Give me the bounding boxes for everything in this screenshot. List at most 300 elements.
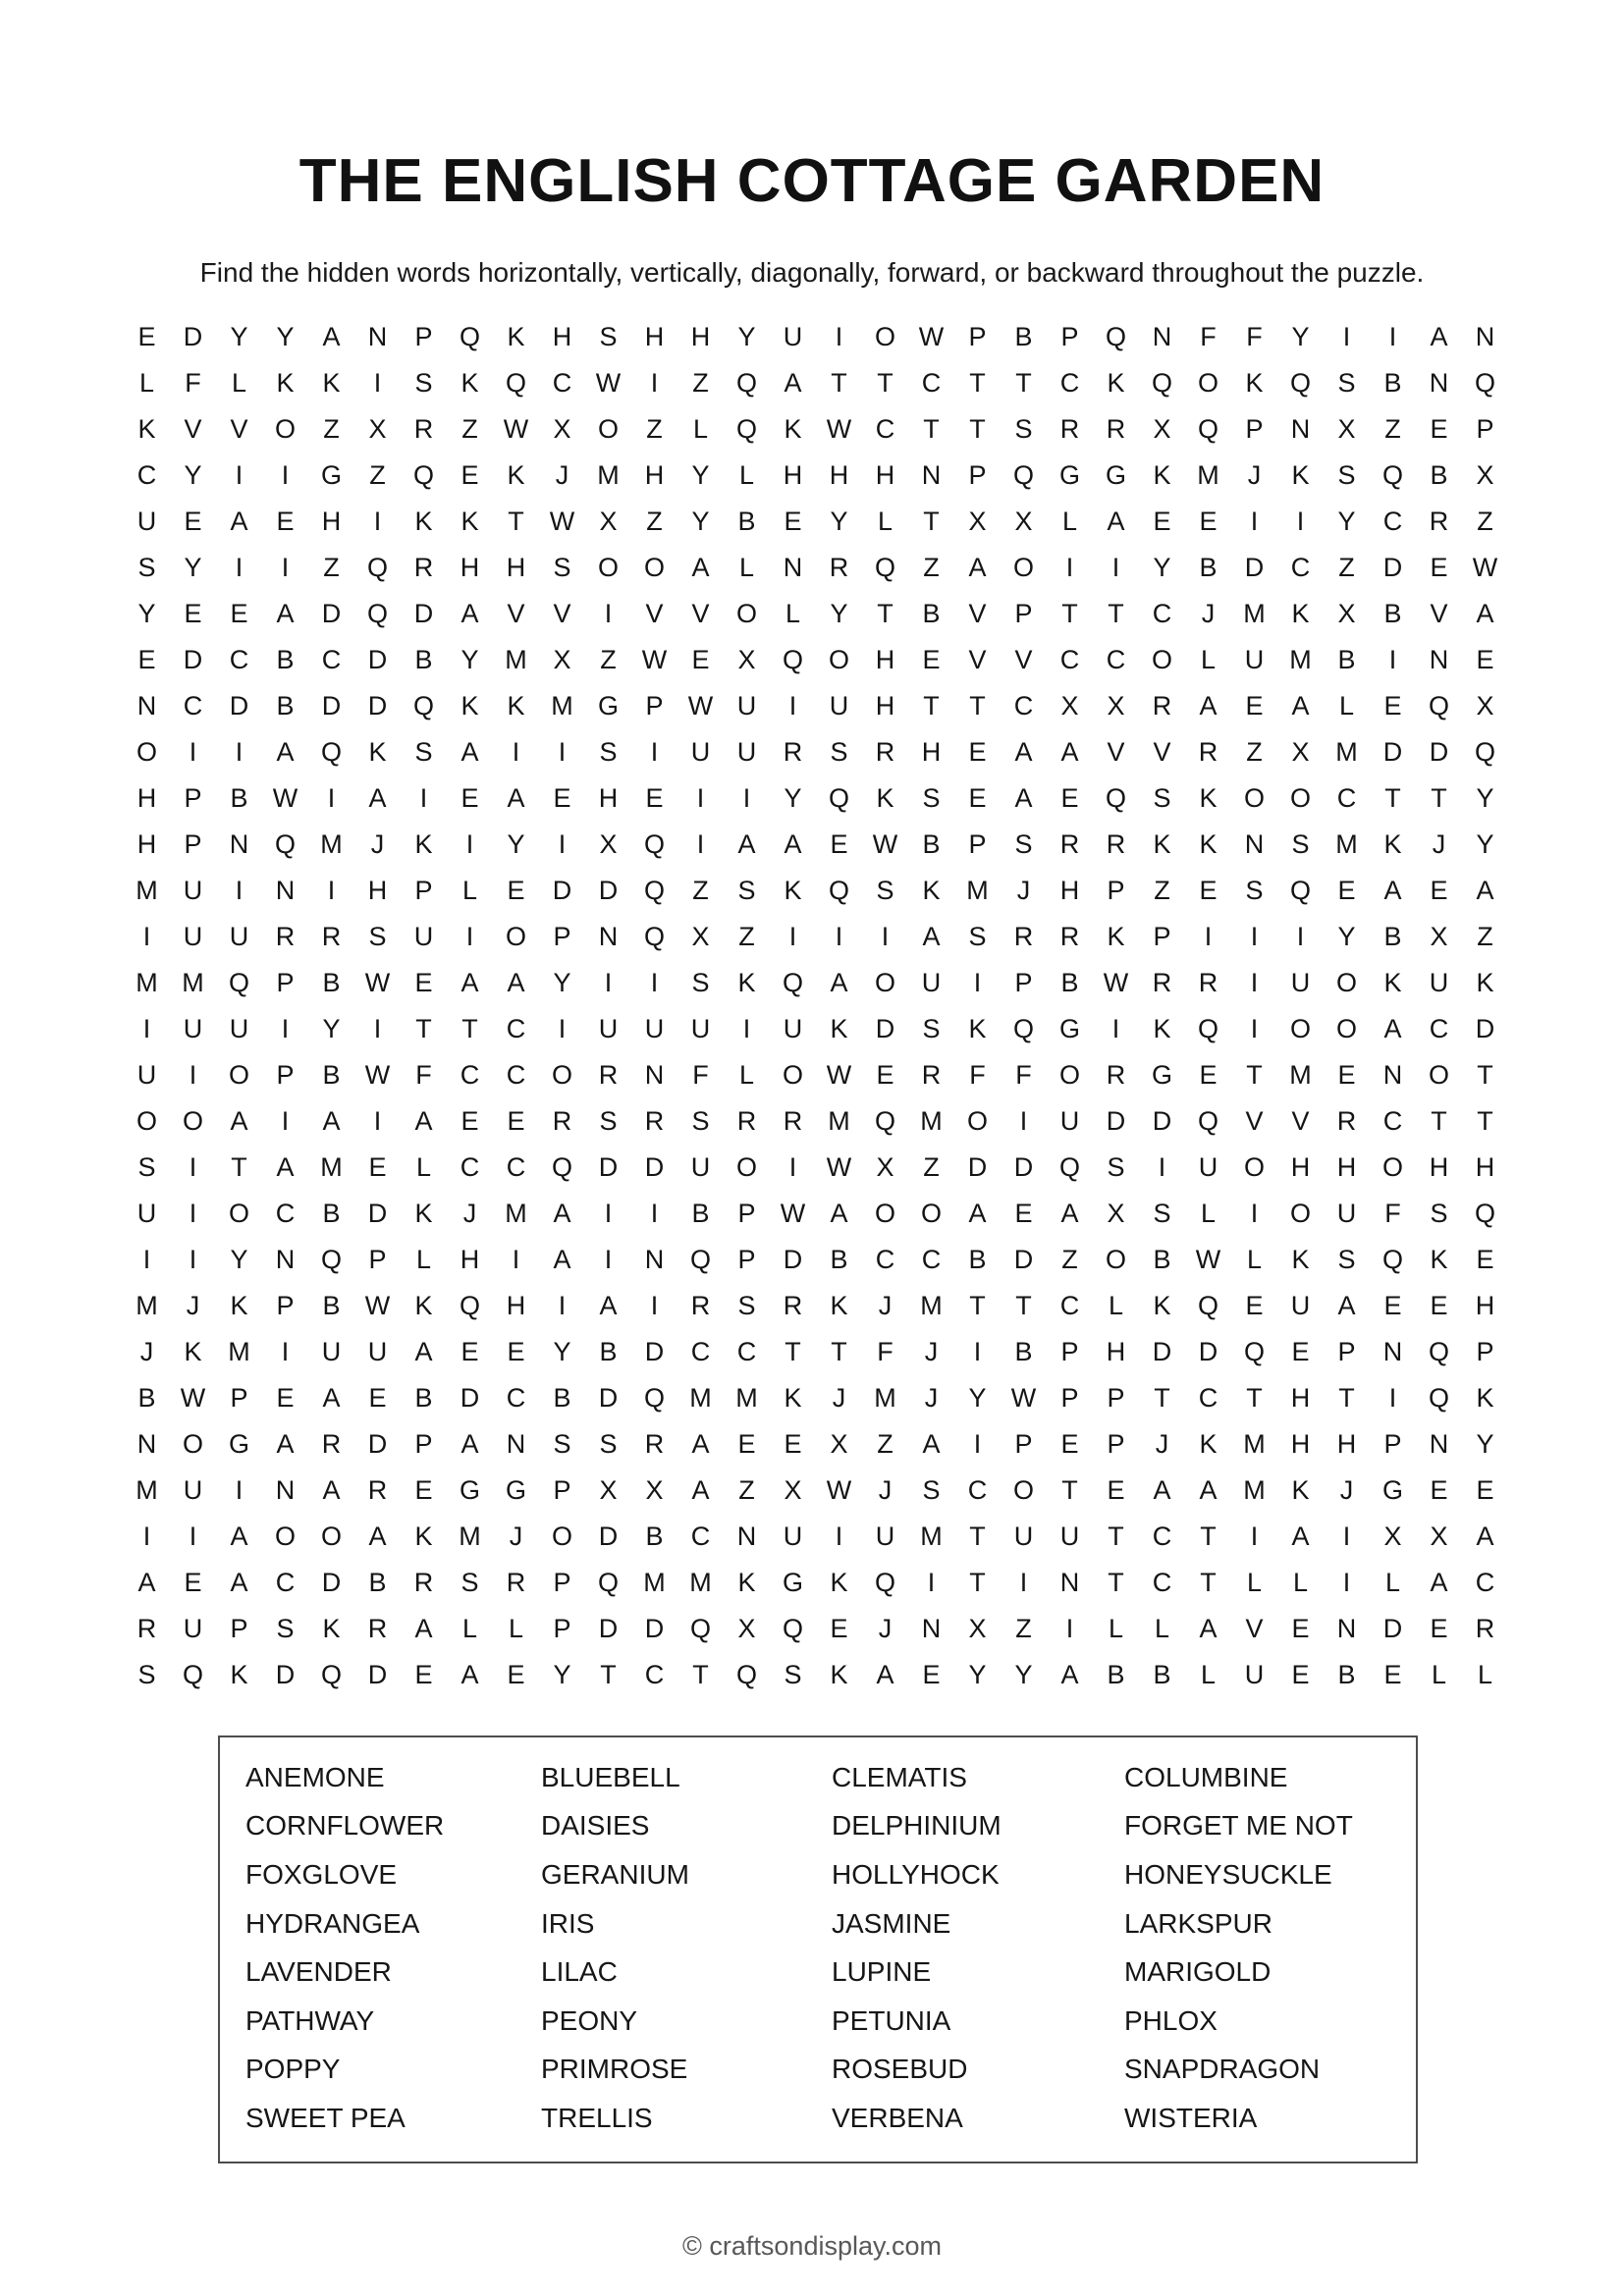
grid-letter: K xyxy=(184,1337,202,1366)
grid-letter: S xyxy=(599,322,618,351)
grid-letter: L xyxy=(785,599,801,628)
grid-letter: N xyxy=(275,1245,296,1274)
grid-letter: I xyxy=(189,1060,197,1090)
grid-letter: Q xyxy=(412,460,434,490)
grid-letter: P xyxy=(1153,922,1171,951)
grid-letter: O xyxy=(920,1199,942,1228)
grid-letter: I xyxy=(235,460,244,490)
word-item: CLEMATIS xyxy=(832,1761,967,1792)
grid-letter: M xyxy=(597,460,620,490)
grid-letter: C xyxy=(1290,553,1311,582)
grid-letter: M xyxy=(920,1522,943,1551)
grid-letter: Y xyxy=(553,968,571,997)
grid-letter: L xyxy=(461,876,478,905)
grid-letter: K xyxy=(784,876,802,905)
grid-letter: Y xyxy=(1476,1429,1494,1459)
grid-letter: O xyxy=(735,599,757,628)
grid-letter: I xyxy=(373,1014,382,1043)
grid-letter: R xyxy=(1152,691,1172,721)
grid-letter: K xyxy=(830,1660,848,1689)
grid-letter: S xyxy=(599,1106,618,1136)
grid-letter: O xyxy=(1012,553,1034,582)
grid-letter: B xyxy=(1430,460,1448,490)
grid-letter: I xyxy=(281,553,290,582)
grid-letter: T xyxy=(1200,1568,1217,1597)
grid-letter: I xyxy=(973,1337,982,1366)
grid-letter: Y xyxy=(1291,322,1310,351)
grid-letter: A xyxy=(322,1106,341,1136)
grid-letter: K xyxy=(1199,783,1218,813)
grid-letter: N xyxy=(1429,645,1449,674)
grid-letter: Q xyxy=(274,829,296,859)
grid-letter: R xyxy=(1013,922,1034,951)
grid-letter: P xyxy=(1014,599,1033,628)
grid-letter: B xyxy=(1337,1660,1356,1689)
grid-letter: S xyxy=(460,1568,479,1597)
grid-letter: Q xyxy=(828,783,849,813)
grid-letter: K xyxy=(460,691,479,721)
grid-letter: E xyxy=(507,1337,525,1366)
grid-letter: O xyxy=(1151,645,1172,674)
grid-letter: Y xyxy=(691,507,710,536)
grid-letter: Q xyxy=(828,876,849,905)
grid-letter: C xyxy=(506,1060,526,1090)
grid-letter: O xyxy=(1197,368,1218,398)
grid-letter: A xyxy=(460,599,479,628)
grid-letter: Q xyxy=(689,1245,711,1274)
grid-letter: A xyxy=(1383,1014,1402,1043)
grid-letter: I xyxy=(1250,922,1259,951)
grid-letter: E xyxy=(922,1660,941,1689)
grid-letter: B xyxy=(1153,1245,1171,1274)
grid-letter: P xyxy=(1060,1337,1079,1366)
grid-letter: Y xyxy=(1014,1660,1033,1689)
grid-letter: S xyxy=(1153,1199,1171,1228)
grid-letter: I xyxy=(1250,507,1259,536)
grid-letter: V xyxy=(1107,737,1125,767)
grid-letter: P xyxy=(553,922,571,951)
grid-letter: N xyxy=(598,922,619,951)
grid-letter: U xyxy=(783,322,803,351)
grid-letter: Y xyxy=(968,1660,987,1689)
grid-letter: B xyxy=(830,1245,848,1274)
grid-letter: V xyxy=(184,414,202,444)
grid-letter: N xyxy=(1336,1614,1357,1643)
grid-letter: D xyxy=(644,1152,665,1182)
grid-letter: X xyxy=(968,1614,987,1643)
grid-letter: I xyxy=(835,922,843,951)
grid-letter: K xyxy=(1107,368,1125,398)
grid-letter: R xyxy=(921,1060,942,1090)
grid-letter: Y xyxy=(230,322,248,351)
grid-letter: Z xyxy=(1154,876,1170,905)
grid-letter: B xyxy=(691,1199,710,1228)
grid-letter: P xyxy=(184,829,202,859)
grid-letter: I xyxy=(835,1522,843,1551)
grid-letter: D xyxy=(1152,1337,1172,1366)
grid-letter: I xyxy=(927,1568,936,1597)
grid-letter: W xyxy=(1010,1383,1037,1413)
grid-letter: N xyxy=(921,1614,942,1643)
grid-letter: H xyxy=(921,737,942,767)
grid-letter: R xyxy=(875,737,895,767)
grid-letter: S xyxy=(922,1014,941,1043)
grid-letter: S xyxy=(137,1660,156,1689)
grid-letter: T xyxy=(969,1568,986,1597)
grid-letter: L xyxy=(1477,1660,1493,1689)
grid-letter: R xyxy=(783,1291,803,1320)
grid-letter: R xyxy=(644,1106,665,1136)
grid-letter: Y xyxy=(553,1337,571,1366)
grid-letter: F xyxy=(1200,322,1217,351)
grid-letter: A xyxy=(968,553,987,582)
grid-letter: R xyxy=(1152,968,1172,997)
grid-letter: I xyxy=(142,1014,151,1043)
grid-letter: P xyxy=(1014,968,1033,997)
grid-letter: M xyxy=(505,1199,527,1228)
grid-letter: W xyxy=(826,1060,852,1090)
grid-letter: P xyxy=(968,460,987,490)
grid-letter: A xyxy=(968,1199,987,1228)
grid-letter: U xyxy=(1059,1106,1080,1136)
grid-letter: P xyxy=(414,876,433,905)
grid-letter: D xyxy=(1198,1337,1218,1366)
copyright-footer: © craftsondisplay.com xyxy=(682,2231,942,2261)
grid-letter: Y xyxy=(1476,783,1494,813)
grid-letter: T xyxy=(969,1291,986,1320)
grid-letter: H xyxy=(829,460,849,490)
grid-letter: Y xyxy=(968,1383,987,1413)
word-item: LAVENDER xyxy=(245,1956,392,1988)
word-item: GERANIUM xyxy=(541,1858,689,1890)
grid-letter: P xyxy=(230,1383,248,1413)
grid-letter: I xyxy=(281,1014,290,1043)
grid-letter: K xyxy=(1199,829,1218,859)
grid-letter: M xyxy=(182,968,204,997)
grid-letter: D xyxy=(598,1383,619,1413)
grid-letter: L xyxy=(1246,1245,1263,1274)
grid-letter: C xyxy=(1106,645,1126,674)
grid-letter: Y xyxy=(830,599,848,628)
grid-letter: U xyxy=(229,922,249,951)
grid-letter: A xyxy=(1060,1199,1079,1228)
grid-letter: Q xyxy=(1428,1337,1449,1366)
grid-letter: I xyxy=(1065,553,1074,582)
grid-letter: K xyxy=(414,507,433,536)
grid-letter: D xyxy=(1382,553,1403,582)
grid-letter: D xyxy=(1382,1614,1403,1643)
grid-letter: A xyxy=(322,1475,341,1505)
grid-letter: D xyxy=(1382,737,1403,767)
grid-letter: A xyxy=(1060,1660,1079,1689)
grid-letter: H xyxy=(506,1291,526,1320)
grid-letter: K xyxy=(1476,1383,1494,1413)
grid-letter: T xyxy=(1108,599,1124,628)
grid-letter: W xyxy=(641,645,668,674)
grid-letter: I xyxy=(742,783,751,813)
grid-letter: U xyxy=(921,968,942,997)
grid-letter: R xyxy=(367,1475,388,1505)
grid-letter: E xyxy=(1430,1614,1448,1643)
grid-letter: H xyxy=(1429,1152,1449,1182)
grid-letter: N xyxy=(644,1245,665,1274)
grid-letter: I xyxy=(1019,1568,1028,1597)
grid-letter: E xyxy=(460,783,479,813)
grid-letter: A xyxy=(322,322,341,351)
grid-letter: M xyxy=(1243,599,1266,628)
grid-letter: E xyxy=(968,737,987,767)
grid-letter: S xyxy=(1337,368,1356,398)
grid-letter: E xyxy=(1245,1291,1264,1320)
grid-letter: A xyxy=(1199,1614,1218,1643)
grid-letter: H xyxy=(875,645,895,674)
grid-letter: X xyxy=(599,1475,618,1505)
grid-letter: B xyxy=(553,1383,571,1413)
grid-letter: U xyxy=(367,1337,388,1366)
grid-letter: T xyxy=(969,414,986,444)
grid-letter: T xyxy=(969,691,986,721)
grid-letter: D xyxy=(367,1429,388,1459)
grid-letter: Q xyxy=(505,368,526,398)
grid-letter: I xyxy=(142,1245,151,1274)
grid-letter: I xyxy=(327,783,336,813)
grid-letter: S xyxy=(691,968,710,997)
grid-letter: A xyxy=(276,1152,295,1182)
grid-letter: C xyxy=(644,1660,665,1689)
grid-letter: C xyxy=(1152,1522,1172,1551)
grid-letter: G xyxy=(459,1475,480,1505)
grid-letter: E xyxy=(784,1429,802,1459)
grid-letter: Z xyxy=(369,460,386,490)
grid-letter: T xyxy=(692,1660,709,1689)
grid-letter: R xyxy=(1429,507,1449,536)
grid-letter: M xyxy=(135,1475,158,1505)
word-item: POPPY xyxy=(245,2054,341,2085)
grid-letter: M xyxy=(643,1568,666,1597)
grid-letter: W xyxy=(1103,968,1129,997)
grid-letter: B xyxy=(922,599,941,628)
grid-letter: A xyxy=(1199,1475,1218,1505)
grid-letter: E xyxy=(922,645,941,674)
grid-letter: K xyxy=(414,1522,433,1551)
grid-letter: O xyxy=(551,1060,572,1090)
grid-letter: R xyxy=(783,1106,803,1136)
grid-letter: H xyxy=(1475,1152,1495,1182)
grid-letter: A xyxy=(368,783,387,813)
grid-letter: L xyxy=(1200,645,1217,674)
grid-letter: S xyxy=(737,876,756,905)
grid-letter: S xyxy=(368,922,387,951)
grid-letter: R xyxy=(598,1060,619,1090)
grid-letter: B xyxy=(322,1060,341,1090)
grid-letter: X xyxy=(1337,414,1356,444)
grid-letter: Q xyxy=(1058,1152,1080,1182)
grid-letter: A xyxy=(922,922,941,951)
grid-letter: C xyxy=(183,691,203,721)
grid-letter: L xyxy=(415,1152,432,1182)
grid-letter: A xyxy=(276,1429,295,1459)
grid-letter: X xyxy=(1291,737,1310,767)
grid-letter: T xyxy=(1108,1568,1124,1597)
grid-letter: O xyxy=(597,553,619,582)
grid-letter: U xyxy=(136,1199,157,1228)
grid-letter: G xyxy=(228,1429,249,1459)
word-item: CORNFLOWER xyxy=(245,1810,445,1842)
grid-letter: P xyxy=(1014,1429,1033,1459)
grid-letter: Z xyxy=(600,645,617,674)
grid-letter: O xyxy=(1289,1199,1311,1228)
grid-letter: Q xyxy=(1105,783,1126,813)
grid-letter: H xyxy=(1290,1383,1311,1413)
grid-letter: S xyxy=(414,368,433,398)
grid-letter: K xyxy=(830,1291,848,1320)
grid-letter: P xyxy=(276,1291,295,1320)
grid-letter: A xyxy=(784,829,802,859)
grid-letter: S xyxy=(1014,414,1033,444)
grid-letter: Y xyxy=(553,1660,571,1689)
grid-letter: E xyxy=(368,1383,387,1413)
grid-letter: U xyxy=(183,1014,203,1043)
grid-letter: Z xyxy=(1246,737,1263,767)
grid-letter: Q xyxy=(1243,1337,1265,1366)
word-item: TRELLIS xyxy=(541,2102,653,2133)
grid-letter: R xyxy=(1198,968,1218,997)
grid-letter: W xyxy=(180,1383,206,1413)
grid-letter: Q xyxy=(366,599,388,628)
grid-letter: I xyxy=(419,783,428,813)
grid-letter: A xyxy=(460,1660,479,1689)
grid-letter: R xyxy=(644,1429,665,1459)
grid-letter: J xyxy=(924,1383,939,1413)
grid-letter: T xyxy=(923,414,940,444)
grid-letter: J xyxy=(1016,876,1031,905)
grid-letter: Q xyxy=(1012,460,1034,490)
grid-letter: I xyxy=(1296,507,1305,536)
grid-letter: C xyxy=(1198,1383,1218,1413)
grid-letter: H xyxy=(460,553,480,582)
grid-letter: S xyxy=(276,1614,295,1643)
grid-letter: U xyxy=(1244,1660,1265,1689)
grid-letter: O xyxy=(320,1522,342,1551)
grid-letter: L xyxy=(738,460,755,490)
grid-letter: U xyxy=(183,1614,203,1643)
grid-letter: K xyxy=(1291,1245,1310,1274)
grid-letter: U xyxy=(136,507,157,536)
grid-letter: T xyxy=(508,507,524,536)
grid-letter: G xyxy=(505,1475,526,1505)
grid-letter: X xyxy=(1337,599,1356,628)
grid-letter: X xyxy=(1430,922,1448,951)
grid-letter: E xyxy=(368,1152,387,1182)
grid-letter: L xyxy=(1338,691,1355,721)
grid-letter: J xyxy=(832,1383,846,1413)
grid-letter: B xyxy=(1337,645,1356,674)
grid-letter: C xyxy=(275,1199,296,1228)
grid-letter: T xyxy=(1108,1522,1124,1551)
grid-letter: U xyxy=(598,1014,619,1043)
grid-letter: A xyxy=(1476,599,1494,628)
grid-letter: Y xyxy=(691,460,710,490)
grid-letter: L xyxy=(692,414,709,444)
grid-letter: I xyxy=(373,368,382,398)
grid-letter: E xyxy=(737,1429,756,1459)
grid-letter: B xyxy=(276,691,295,721)
grid-letter: N xyxy=(1475,322,1495,351)
grid-letter: T xyxy=(831,368,847,398)
grid-letter: I xyxy=(235,1475,244,1505)
grid-letter: X xyxy=(599,507,618,536)
grid-letter: D xyxy=(1429,737,1449,767)
puzzle-grid xyxy=(124,314,1508,1698)
grid-letter: C xyxy=(1059,1291,1080,1320)
grid-letter: U xyxy=(229,1014,249,1043)
grid-letter: Q xyxy=(782,968,803,997)
grid-letter: I xyxy=(1111,553,1120,582)
grid-letter: C xyxy=(460,1152,480,1182)
grid-letter: C xyxy=(736,1337,757,1366)
grid-letter: J xyxy=(1247,460,1262,490)
grid-letter: B xyxy=(1383,599,1402,628)
grid-letter: S xyxy=(1014,829,1033,859)
grid-letter: Q xyxy=(1197,1106,1218,1136)
grid-letter: H xyxy=(460,1245,480,1274)
grid-letter: D xyxy=(644,1614,665,1643)
grid-letter: A xyxy=(691,553,710,582)
grid-letter: X xyxy=(1014,507,1033,536)
grid-letter: Q xyxy=(689,1614,711,1643)
grid-letter: E xyxy=(1245,691,1264,721)
grid-letter: M xyxy=(135,1291,158,1320)
grid-letter: Y xyxy=(1337,922,1356,951)
grid-letter: E xyxy=(276,507,295,536)
grid-letter: U xyxy=(136,1060,157,1090)
grid-letter: I xyxy=(373,1106,382,1136)
grid-letter: T xyxy=(969,368,986,398)
grid-letter: R xyxy=(367,1614,388,1643)
grid-letter: I xyxy=(973,1429,982,1459)
grid-letter: R xyxy=(506,1568,526,1597)
grid-letter: J xyxy=(462,1199,477,1228)
grid-letter: E xyxy=(645,783,664,813)
grid-letter: K xyxy=(368,737,387,767)
grid-letter: B xyxy=(1014,322,1033,351)
grid-letter: A xyxy=(1291,691,1310,721)
grid-letter: R xyxy=(736,1106,757,1136)
grid-letter: K xyxy=(876,783,894,813)
grid-letter: A xyxy=(460,1429,479,1459)
grid-letter: O xyxy=(874,968,895,997)
grid-letter: P xyxy=(968,322,987,351)
grid-letter: F xyxy=(1246,322,1263,351)
grid-letter: T xyxy=(231,1152,247,1182)
grid-letter: B xyxy=(1383,368,1402,398)
grid-letter: V xyxy=(1291,1106,1310,1136)
grid-letter: T xyxy=(1246,1060,1263,1090)
grid-letter: M xyxy=(689,1568,712,1597)
grid-letter: I xyxy=(558,829,567,859)
grid-letter: Z xyxy=(692,368,709,398)
grid-letter: T xyxy=(1154,1383,1170,1413)
grid-letter: C xyxy=(1059,645,1080,674)
grid-letter: G xyxy=(597,691,619,721)
grid-letter: K xyxy=(230,1660,248,1689)
grid-letter: B xyxy=(368,1568,387,1597)
grid-letter: K xyxy=(737,968,756,997)
grid-letter: M xyxy=(1243,1429,1266,1459)
grid-letter: Q xyxy=(874,1568,895,1597)
grid-letter: J xyxy=(186,1291,200,1320)
grid-letter: K xyxy=(1291,599,1310,628)
